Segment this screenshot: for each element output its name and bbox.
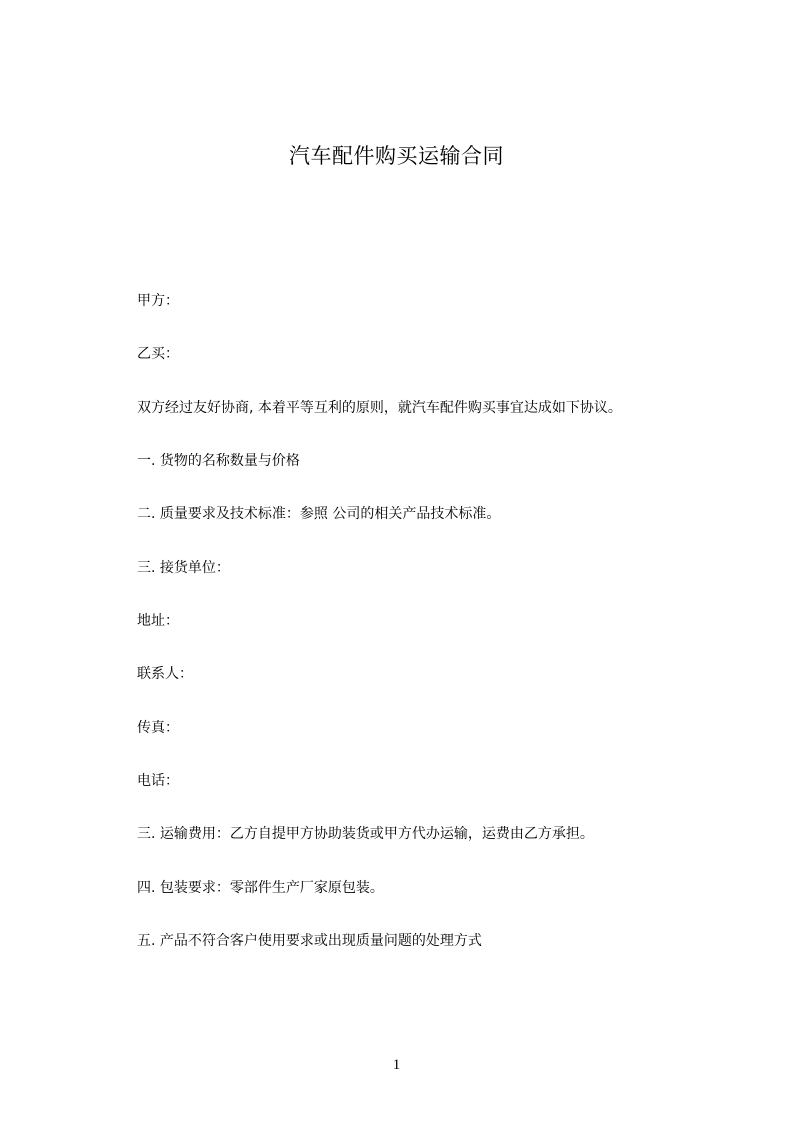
party-a-line: 甲方： bbox=[137, 293, 179, 309]
section-goods: 一. 货物的名称数量与价格 bbox=[137, 453, 300, 469]
document-title: 汽车配件购买运输合同 bbox=[289, 144, 504, 168]
contact-line: 联系人： bbox=[137, 666, 193, 682]
party-b-line: 乙买： bbox=[137, 346, 179, 362]
section-quality: 二. 质量要求及技术标准：参照 公司的相关产品技术标准。 bbox=[137, 506, 501, 522]
section-packaging: 四. 包装要求：零部件生产厂家原包装。 bbox=[137, 880, 384, 896]
section-transport: 三. 运输费用：乙方自提甲方协助装货或甲方代办运输，运费由乙方承担。 bbox=[137, 826, 594, 842]
address-line: 地址： bbox=[137, 613, 179, 629]
agreement-intro: 双方经过友好协商, 本着平等互利的原则，就汽车配件购买事宜达成如下协议。 bbox=[137, 400, 622, 416]
section-receiver: 三. 接货单位： bbox=[137, 560, 230, 576]
phone-line: 电话： bbox=[137, 773, 179, 789]
fax-line: 传真： bbox=[137, 720, 179, 736]
page-number: 1 bbox=[392, 1057, 401, 1073]
section-quality-handling: 五. 产品不符合客户使用要求或出现质量问题的处理方式 bbox=[137, 933, 482, 949]
